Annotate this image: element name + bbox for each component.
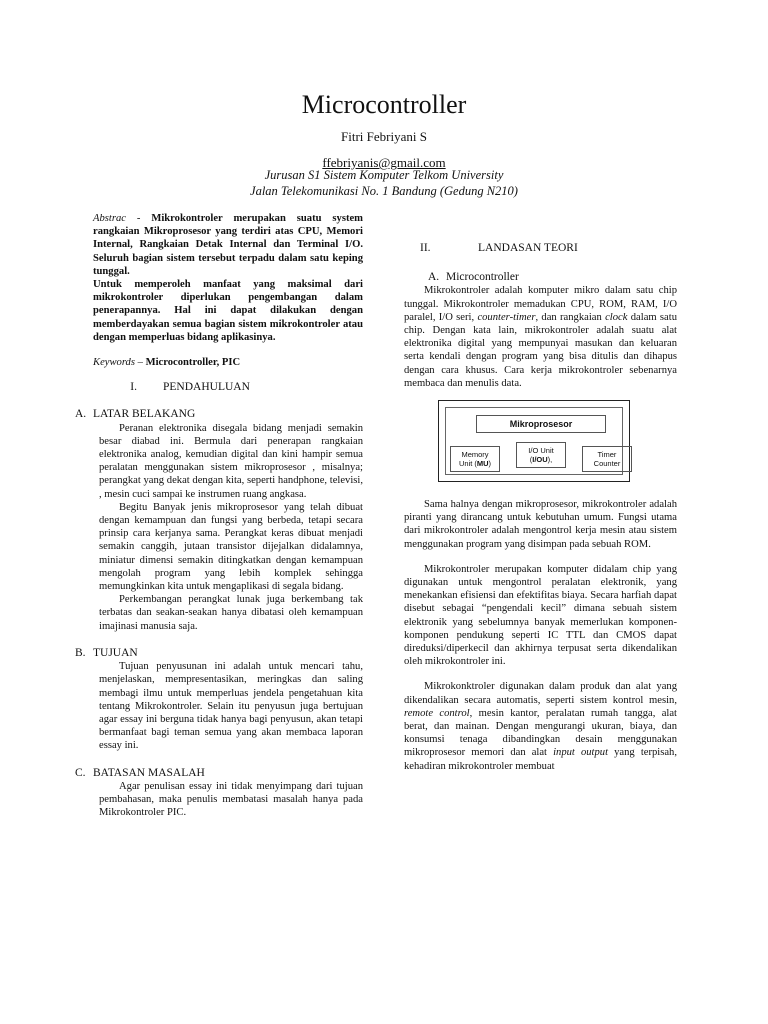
paragraph	[404, 680, 677, 772]
subsection-title: TUJUAN	[93, 646, 138, 659]
diagram-text: (	[529, 455, 533, 465]
section-heading-landasan-teori	[404, 242, 677, 255]
abstract-label: Abstrac -	[93, 213, 141, 224]
diagram-box-mikroprosesor: Mikroprosesor	[476, 415, 606, 433]
paragraph-gap	[404, 668, 677, 680]
diagram-text: Counter	[593, 459, 621, 469]
diagram-box-memory-unit	[450, 446, 500, 472]
affiliation-line-2: Jalan Telekomunikasi No. 1 Bandung (Gedung N210)	[250, 184, 518, 198]
subsection-heading-batasan-masalah	[75, 767, 363, 780]
paragraph: Perkembangan perangkat lunak juga berkembang tak terbatas dan seakan-seakan hanya dibatasi oleh kemampuan imajinasi manusia saja.	[99, 594, 363, 632]
diagram-text: Timer	[597, 450, 617, 460]
section-heading-pendahuluan	[93, 381, 363, 394]
diagram-text: I/O Unit	[528, 446, 554, 456]
keywords-text: Microcontroller, PIC	[145, 357, 241, 369]
subsection-title: Microcontroller	[446, 271, 519, 284]
microcontroller-body-1	[404, 284, 677, 390]
author-name: Fitri Febriyani S	[341, 129, 427, 144]
diagram-text: )	[488, 459, 492, 469]
paragraph: Mikrokontroler merupakan komputer didalam chip yang digunakan untuk mengontrol peralatan elektronik, yang menekankan efisiensi dan efektifitas biaya. Secara harfiah dapat disebut sebagai “pengendali kecil” dimana sebuah sistem elektronik yang sebelumnya banyak memerlukan komponen-komponen pendukung seperti IC TTL dan CMOS dapat direduksi/diperkecil dan akhirnya terpusat serta dikendalikan oleh mikrokontroler ini.	[404, 563, 677, 668]
abstract-text-2: Untuk memperoleh manfaat yang maksimal dari mikrokontroler diperlukan pengembangan dalam penerapannya. Hal ini dapat dilakukan dengan memberdayakan semua bagian sistem mikrokontroler atau dengan memperluas bidang aplikasinya.	[93, 279, 363, 343]
paragraph: Agar penulisan essay ini tidak menyimpang dari tujuan pembahasan, maka penulis membatasi masalah hanya pada Mikrokontroler PIC.	[99, 780, 363, 819]
subsection-heading-microcontroller	[428, 271, 677, 284]
subsection-title: LATAR BELAKANG	[93, 408, 196, 421]
diagram-text: ),	[547, 455, 553, 465]
paragraph: Peranan elektronika disegala bidang menjadi semakin besar diabad ini. Bermula dari penerapan rangkaian elektronika analog, kemudian digital dan kini hampir semua peralatan menggunakan sistem mikroprosesor , misalnya; perangkat yang dekat dengan kita, seperti handphone, televisi, , mesin cuci sampai ke instrumen ruang angkasa.	[99, 422, 363, 500]
diagram-box-timer-counter	[582, 446, 632, 472]
section-number: II.	[420, 242, 431, 254]
text-run-italic: counter-timer	[477, 311, 536, 323]
text-run: Mikrokonktroler digunakan dalam produk dan alat yang dikendalikan secara automatis, seperti sistem kontrol mesin,	[404, 681, 677, 706]
mikroprosesor-diagram	[438, 400, 630, 482]
right-column	[404, 242, 677, 773]
abstract	[93, 212, 363, 344]
diagram-box-io-unit	[516, 442, 566, 468]
paragraph: Sama halnya dengan mikroprosesor, mikrokontroler adalah piranti yang dirancang untuk kebutuhan umum. Fungsi utama dari mikrokontroler adalah mengontrol kerja mesin atau sistem menggunakan program yang disimpan pada sebuah ROM.	[404, 499, 677, 550]
text-run: , dan rangkaian	[535, 311, 606, 323]
keywords-label: Keywords –	[93, 357, 143, 369]
microcontroller-body-2	[404, 498, 677, 773]
paragraph: Tujuan penyusunan ini adalah untuk mencari tahu, menjelaskan, mempresentasikan, meringkas dan saling membagi ilmu untuk memperluas jendela pengetahuan kita tentang Mikrokontroler. Selain itu penyusun juga bertujuan agar essay ini berguna tidak hanya bagi penyusun, akan tetapi bermanfaat bagi teman semua yang akan membaca laporan essay ini.	[99, 661, 363, 752]
section-title: PENDAHULUAN	[163, 381, 250, 394]
text-run: , mesin kantor, peralatan rumah tangga, alat berat, dan mainan. Dengan mengurangi ukuran, biaya, dan konsumsi tenaga dibandingkan desain menggunakan mikroprosesor memori dan alat	[404, 707, 677, 759]
paragraph: Begitu Banyak jenis mikroprosesor yang telah dibuat dengan kemampuan dan fungsi yang berbeda, tetapi secara prinsip cara kerjanya sama. Perangkat keras dibuat menjadi semakin canggih, jutaan transistor dijejalkan didalamnya, miniatur dimensi semakin ditingkatkan dengan kemampuan mengolah program yang lebih komplek sehingga memungkinkan kita untuk mengaplikasi di segala bidang.	[99, 501, 363, 593]
section-number: I.	[130, 381, 137, 394]
text-run-italic: remote control	[404, 707, 470, 719]
subsection-letter: B.	[75, 646, 86, 659]
batasan-masalah-body	[99, 780, 363, 820]
text-run: Mikrokontroler adalah komputer mikro dalam satu chip tunggal. Mikrokontroler memadukan CPU, ROM, RAM, I/O paralel, I/O seri,	[404, 285, 677, 323]
diagram-text-bold: MU	[476, 459, 489, 469]
paragraph	[404, 284, 677, 390]
text-run: dalam satu chip. Dengan kata lain, mikrokontroler adalah suatu alat elektronika digital yang mempunyai masukan dan keluaran serta kendali dengan program yang bisa ditulis dan dihapus dengan cara khusus. Cara kerja mikrokontroler sebenarnya membaca dan menulis data.	[404, 311, 677, 389]
tujuan-body	[99, 660, 363, 752]
diagram-text: Memory	[461, 450, 489, 460]
subsection-letter: A.	[75, 408, 87, 421]
subsection-title: BATASAN MASALAH	[93, 766, 205, 779]
text-run-italic: input output	[553, 747, 609, 759]
subsection-letter: A.	[428, 271, 440, 284]
abstract-text-1: Mikrokontroler merupakan suatu system rangkaian Mikroprosesor yang terdiri atas CPU, Memori Internal, Rangkaian Detak Internal dan Terminal I/O. Seluruh bagian sistem tersebut terpadu dalam satu keping tunggal.	[93, 213, 363, 277]
text-run: yang terpisah, kehadiran mikrokontroler membuat	[404, 747, 677, 772]
latar-belakang-body	[99, 422, 363, 633]
section-title: LANDASAN TEORI	[478, 242, 578, 254]
paper-title: Microcontroller	[301, 90, 467, 119]
text-run-italic: clock	[605, 311, 628, 323]
subsection-heading-tujuan	[75, 647, 363, 660]
diagram-text: Unit (	[458, 459, 477, 469]
keywords	[93, 356, 363, 369]
left-column	[75, 212, 363, 819]
subsection-letter: C.	[75, 766, 86, 779]
author-email-link[interactable]: ffebriyanis@gmail.com	[322, 155, 446, 170]
diagram-frame	[445, 407, 623, 475]
paragraph-gap	[404, 551, 677, 563]
affiliation-line-1: Jurusan S1 Sistem Komputer Telkom University	[264, 168, 504, 182]
subsection-heading-latar-belakang	[75, 408, 363, 421]
diagram-text-bold: I/OU	[532, 455, 548, 465]
